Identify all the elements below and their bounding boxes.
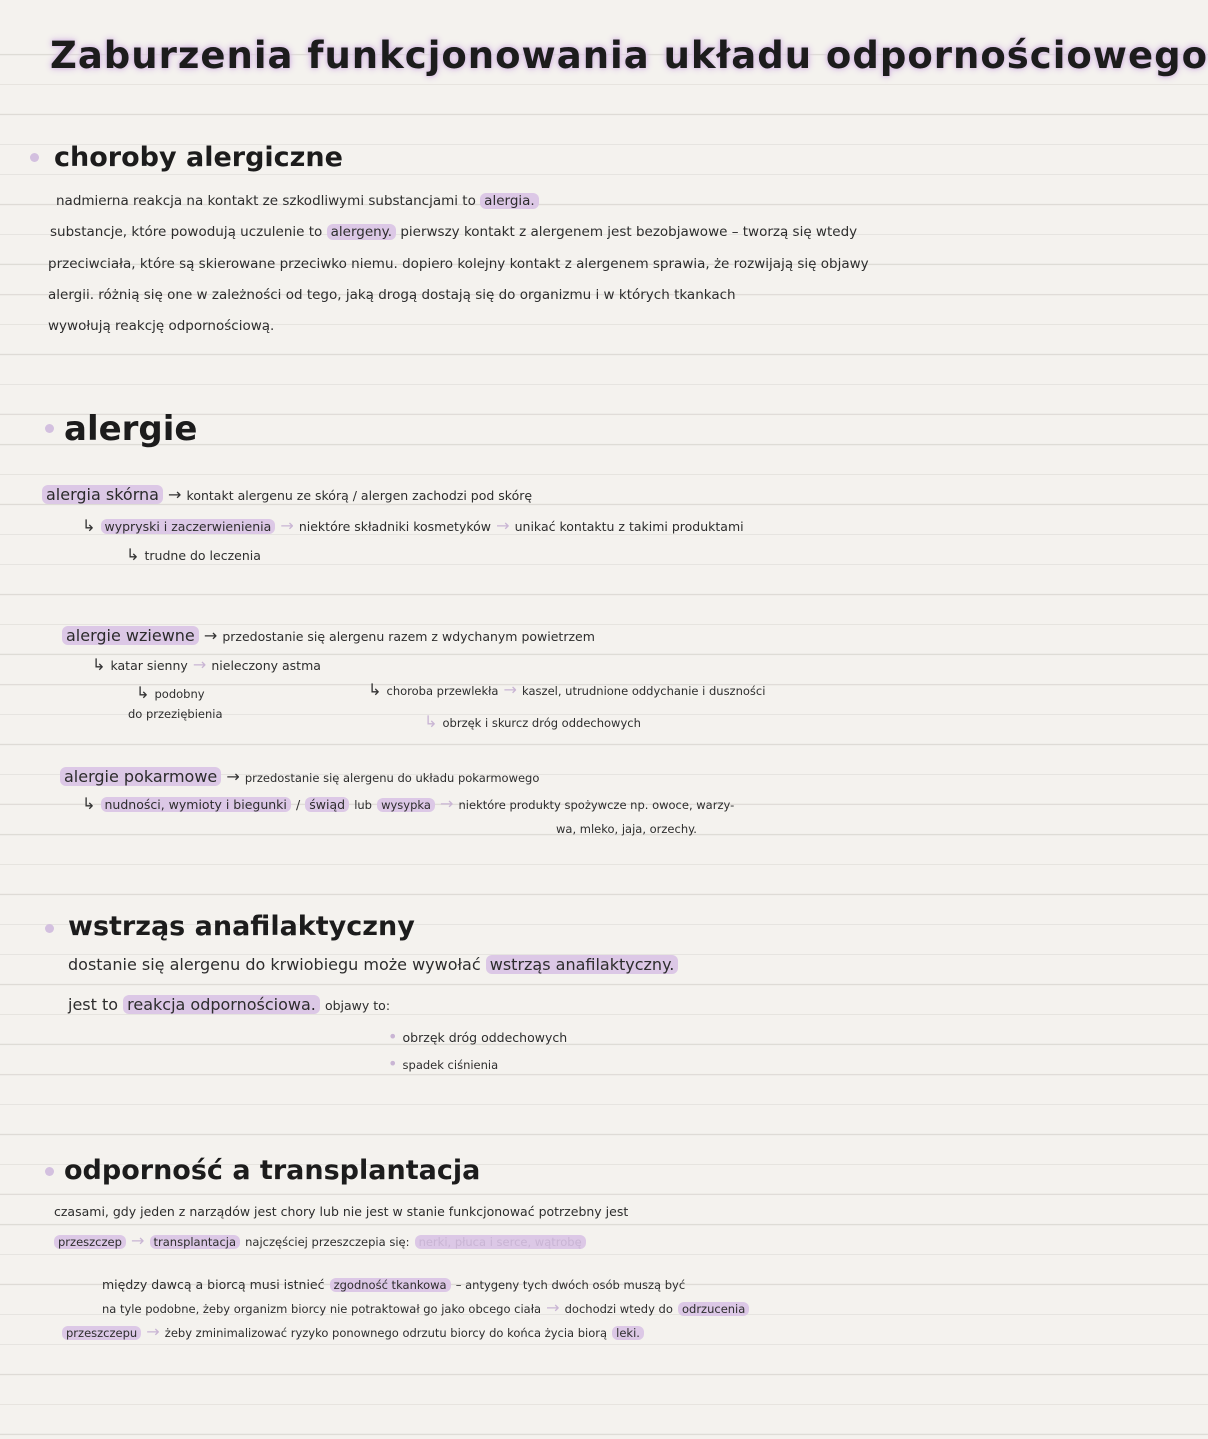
highlight-wstrzas: wstrząs anafilaktyczny. [486, 955, 679, 974]
transplantacja-line-4: na tyle podobne, żeby organizm biorcy nie potraktował go jako obcego ciała → dochodzi wtedy do odrzucenia [102, 1298, 749, 1317]
transplantacja-line-5: przeszczepu → żeby zminimalizować ryzyko ponownego odrzutu biorcy do końca życia biorą leki. [62, 1322, 644, 1341]
section-heading-choroby: choroby alergiczne [54, 142, 343, 173]
dash-arrow-icon: → [546, 1298, 560, 1317]
dash-arrow-icon: → [496, 516, 510, 535]
highlight-wysypka: wysypka [377, 798, 435, 812]
pokarmowe-sub-line: ↳ nudności, wymioty i biegunki / świąd lub wysypka → niektóre produkty spożywcze np. owoce, warzy- [82, 794, 735, 813]
wziewne-choroba-line: ↳ choroba przewlekła → kaszel, utrudnione oddychanie i duszności [368, 680, 766, 699]
dash-arrow-icon: → [440, 794, 454, 813]
wziewne-katar-line: ↳ katar sienny → nieleczony astma [92, 655, 321, 674]
transplantacja-line-3: między dawcą a biorcą musi istnieć zgodność tkankowa – antygeny tych dwóch osób muszą być [102, 1277, 686, 1292]
bullet-dot-icon: • [388, 1054, 398, 1073]
wstrzas-objaw-1: • obrzęk dróg oddechowych [388, 1027, 568, 1046]
wziewne-podobny: ↳ podobny [136, 683, 205, 702]
section-heading-wstrzas: wstrząs anafilaktyczny [68, 911, 415, 942]
highlight-transplantacja: transplantacja [150, 1235, 241, 1249]
arrow-turn-icon: ↳ [92, 655, 106, 674]
dash-arrow-icon: → [503, 680, 517, 699]
arrow-right-icon: → [203, 626, 218, 645]
choroby-line-3: przeciwciała, które są skierowane przeciwko niemu. dopiero kolejny kontakt z alergenem sprawia, że rozwijają się objawy [48, 256, 869, 272]
arrow-right-icon: → [226, 767, 240, 786]
pokarmowe-line: alergie pokarmowe → przedostanie się alergenu do układu pokarmowego [60, 767, 539, 786]
arrow-turn-icon: ↳ [368, 680, 382, 699]
wziewne-line: alergie wziewne → przedostanie się alergenu razem z wdychanym powietrzem [62, 626, 595, 645]
wziewne-przeziebienia: do przeziębienia [128, 707, 223, 721]
dash-arrow-icon: → [146, 1322, 160, 1341]
highlight-odrzucenia: odrzucenia [678, 1302, 749, 1316]
wziewne-obrzek-line: ↳ obrzęk i skurcz dróg oddechowych [424, 712, 641, 731]
section-bullet [45, 424, 54, 433]
label-alergie-pokarmowe: alergie pokarmowe [60, 767, 221, 786]
bullet-dot-icon: • [388, 1027, 398, 1046]
choroby-line-4: alergii. różnią się one w zależności od tego, jaką drogą dostają się do organizmu i w których tkankach [48, 287, 736, 303]
wstrzas-line-2: jest to reakcja odpornościowa. objawy to: [68, 995, 391, 1014]
choroby-line-2: substancje, które powodują uczulenie to alergeny. pierwszy kontakt z alergenem jest bezobjawowe – tworzą się wtedy [50, 224, 858, 240]
dash-arrow-icon: → [280, 516, 294, 535]
transplantacja-line-1: czasami, gdy jeden z narządów jest chory lub nie jest w stanie funkcjonować potrzebny jest [54, 1204, 629, 1219]
choroby-line-5: wywołują reakcję odpornościową. [48, 318, 275, 334]
highlight-zgodnosc: zgodność tkankowa [330, 1278, 451, 1292]
highlight-leki: leki. [612, 1326, 644, 1340]
arrow-turn-icon: ↳ [126, 545, 140, 564]
page-title: Zaburzenia funkcjonowania układu odpornościowego [50, 34, 1208, 77]
highlight-organy: nerki, płuca i serce, wątrobę [415, 1235, 586, 1249]
label-alergia-skorna: alergia skórna [42, 485, 163, 504]
skorna-sub2-line: ↳ trudne do leczenia [126, 545, 261, 564]
wstrzas-objaw-2: • spadek ciśnienia [388, 1054, 499, 1073]
wstrzas-line-1: dostanie się alergenu do krwiobiegu może wywołać wstrząs anafilaktyczny. [68, 955, 678, 974]
highlight-przeszczepu: przeszczepu [62, 1326, 141, 1340]
skorna-sub-line: ↳ wypryski i zaczerwienienia → niektóre składniki kosmetyków → unikać kontaktu z takimi produktami [82, 516, 744, 535]
arrow-turn-icon: ↳ [424, 712, 438, 731]
highlight-alergeny: alergeny. [327, 224, 396, 240]
pokarmowe-products-2: wa, mleko, jaja, orzechy. [556, 822, 697, 836]
highlight-przeszczep: przeszczep [54, 1235, 126, 1249]
section-bullet [45, 924, 54, 933]
highlight-alergia: alergia. [480, 193, 539, 209]
dash-arrow-icon: → [192, 655, 207, 674]
section-bullet [45, 1167, 54, 1176]
section-bullet [30, 153, 39, 162]
dash-arrow-icon: → [131, 1231, 145, 1250]
label-alergie-wziewne: alergie wziewne [62, 626, 199, 645]
section-heading-transplantacja: odporność a transplantacja [64, 1155, 481, 1186]
highlight-reakcja: reakcja odpornościowa. [123, 995, 320, 1014]
arrow-turn-icon: ↳ [82, 516, 96, 535]
arrow-turn-icon: ↳ [136, 683, 150, 702]
highlight-nudnosci: nudności, wymioty i biegunki [101, 797, 291, 812]
arrow-turn-icon: ↳ [82, 794, 96, 813]
arrow-right-icon: → [168, 485, 182, 504]
section-heading-alergie: alergie [64, 409, 198, 449]
transplantacja-line-2: przeszczep → transplantacja najczęściej przeszczepia się: nerki, płuca i serce, wątrobę [54, 1231, 586, 1250]
choroby-line-1: nadmierna reakcja na kontakt ze szkodliwymi substancjami to alergia. [56, 193, 539, 209]
skorna-line: alergia skórna → kontakt alergenu ze skórą / alergen zachodzi pod skórę [42, 485, 532, 504]
highlight-swiad: świąd [305, 797, 349, 812]
highlight-wypryski: wypryski i zaczerwienienia [101, 519, 276, 534]
